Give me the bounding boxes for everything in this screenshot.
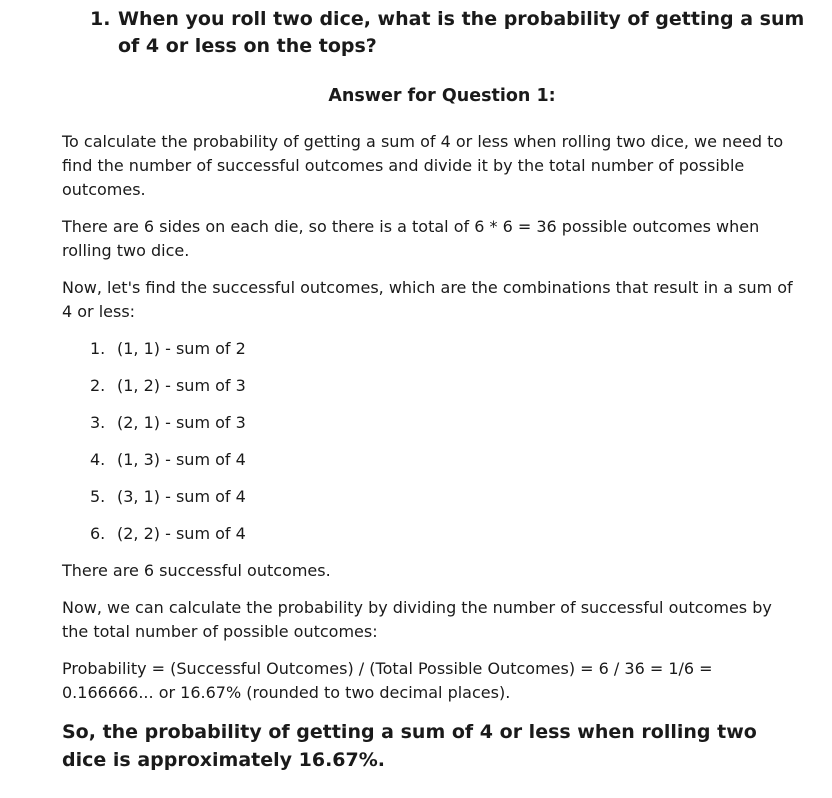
list-item-text: (1, 3) - sum of 4: [117, 450, 246, 469]
list-item-number: 1.: [90, 339, 106, 358]
list-item: [62, 448, 802, 472]
question-text: When you roll two dice, what is the probability of getting a sum of 4 or less on the tops?: [118, 8, 805, 57]
list-item-text: (2, 2) - sum of 4: [117, 524, 246, 543]
calculation-paragraph: Now, we can calculate the probability by dividing the number of successful outcomes by the total number of possible outcomes:: [62, 598, 772, 641]
list-item: [62, 411, 802, 435]
list-item-number: 2.: [90, 376, 106, 395]
list-item-text: (1, 1) - sum of 2: [117, 339, 246, 358]
list-item-number: 3.: [90, 413, 106, 432]
list-item: [62, 337, 802, 361]
find-outcomes-paragraph: Now, let's find the successful outcomes, which are the combinations that result in a sum of 4 or less:: [62, 278, 793, 321]
list-item-number: 5.: [90, 487, 106, 506]
list-item-number: 4.: [90, 450, 106, 469]
total-outcomes-paragraph: There are 6 sides on each die, so there is a total of 6 * 6 = 36 possible outcomes when rolling two dice.: [62, 217, 760, 260]
probability-formula: Probability = (Successful Outcomes) / (Total Possible Outcomes) = 6 / 36 = 1/6 = 0.166666... or 16.67% (rounded to two decimal places).: [62, 659, 713, 702]
list-item-text: (2, 1) - sum of 3: [117, 413, 246, 432]
list-item-number: 6.: [90, 524, 106, 543]
list-item-text: (3, 1) - sum of 4: [117, 487, 246, 506]
list-item: [62, 374, 802, 398]
question-number: 1.: [90, 8, 111, 30]
list-item-text: (1, 2) - sum of 3: [117, 376, 246, 395]
intro-paragraph: To calculate the probability of getting a sum of 4 or less when rolling two dice, we need to find the number of successful outcomes and divide it by the total number of possible outcomes.: [62, 132, 784, 199]
successful-outcomes-list: [62, 337, 802, 546]
question-heading: [90, 6, 810, 60]
answer-title: Answer for Question 1:: [328, 86, 556, 106]
list-item: [62, 522, 802, 546]
list-item: [62, 485, 802, 509]
outcome-count-paragraph: There are 6 successful outcomes.: [62, 561, 331, 580]
answer-body: [62, 130, 802, 787]
conclusion: So, the probability of getting a sum of 4 or less when rolling two dice is approximately 16.67%.: [62, 721, 757, 771]
